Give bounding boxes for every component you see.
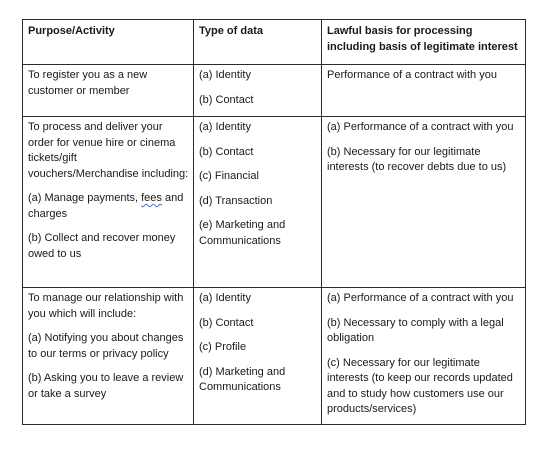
cell-paragraph: (a) Performance of a contract with you (327, 292, 514, 304)
cell-paragraph: (b) Collect and recover money owed to us (28, 232, 176, 260)
cell-paragraph: (d) Transaction (199, 194, 273, 207)
cell-paragraph: Performance of a contract with you (327, 69, 497, 81)
header-purpose-activity: Purpose/Activity (23, 20, 194, 65)
cell-paragraph: (a) Identity (199, 69, 251, 81)
table-row (23, 117, 526, 288)
lawful-basis-table (22, 19, 526, 425)
cell-paragraph: (c) Necessary for our legitimate interests (to keep our records updated and to study how customers use our products/services) (327, 356, 513, 415)
cell-paragraph: (a) Identity (199, 121, 251, 133)
header-type-of-data: Type of data (194, 20, 322, 65)
cell-paragraph: (c) Financial (199, 170, 259, 182)
cell-paragraph: (b) Contact (199, 93, 254, 106)
cell-paragraph: (b) Asking you to leave a review or take a survey (28, 372, 184, 400)
cell-lawful-basis (322, 65, 526, 117)
header-row (23, 20, 526, 65)
table-header (23, 20, 526, 65)
cell-paragraph: (a) Notifying you about changes to our terms or privacy policy (28, 332, 184, 360)
table-row (23, 288, 526, 425)
cell-paragraph: To manage our relationship with you which will include: (28, 292, 184, 320)
cell-paragraph: (a) Identity (199, 292, 251, 304)
cell-paragraph: (b) Contact (199, 145, 254, 158)
cell-data-types (194, 65, 322, 117)
cell-purpose (23, 117, 194, 288)
cell-paragraph: (d) Marketing and Communications (199, 365, 286, 393)
cell-paragraph: (b) Contact (199, 316, 254, 329)
table-body (23, 65, 526, 425)
cell-lawful-basis (322, 117, 526, 288)
text-run: (a) Manage payments, (28, 192, 142, 204)
cell-paragraph: To register you as a new customer or member (28, 69, 148, 97)
cell-data-types (194, 117, 322, 288)
cell-paragraph: (e) Marketing and Communications (199, 219, 286, 247)
cell-data-types (194, 288, 322, 425)
cell-purpose (23, 65, 194, 117)
table-row (23, 65, 526, 117)
cell-paragraph: (c) Profile (199, 341, 247, 353)
spellcheck-flagged-word[interactable]: fees (141, 192, 162, 204)
text-run: and charges (28, 192, 184, 220)
header-lawful-basis: Lawful basis for processing including basis of legitimate interest (322, 20, 526, 65)
cell-paragraph: (a) Performance of a contract with you (327, 121, 514, 133)
cell-paragraph: (b) Necessary to comply with a legal obligation (327, 316, 504, 344)
cell-purpose (23, 288, 194, 425)
cell-paragraph: To process and deliver your order for venue hire or cinema tickets/gift vouchers/Merchandise including: (28, 121, 189, 180)
cell-paragraph: (b) Necessary for our legitimate interests (to recover debts due to us) (327, 145, 507, 173)
cell-lawful-basis (322, 288, 526, 425)
cell-paragraph (28, 191, 189, 222)
